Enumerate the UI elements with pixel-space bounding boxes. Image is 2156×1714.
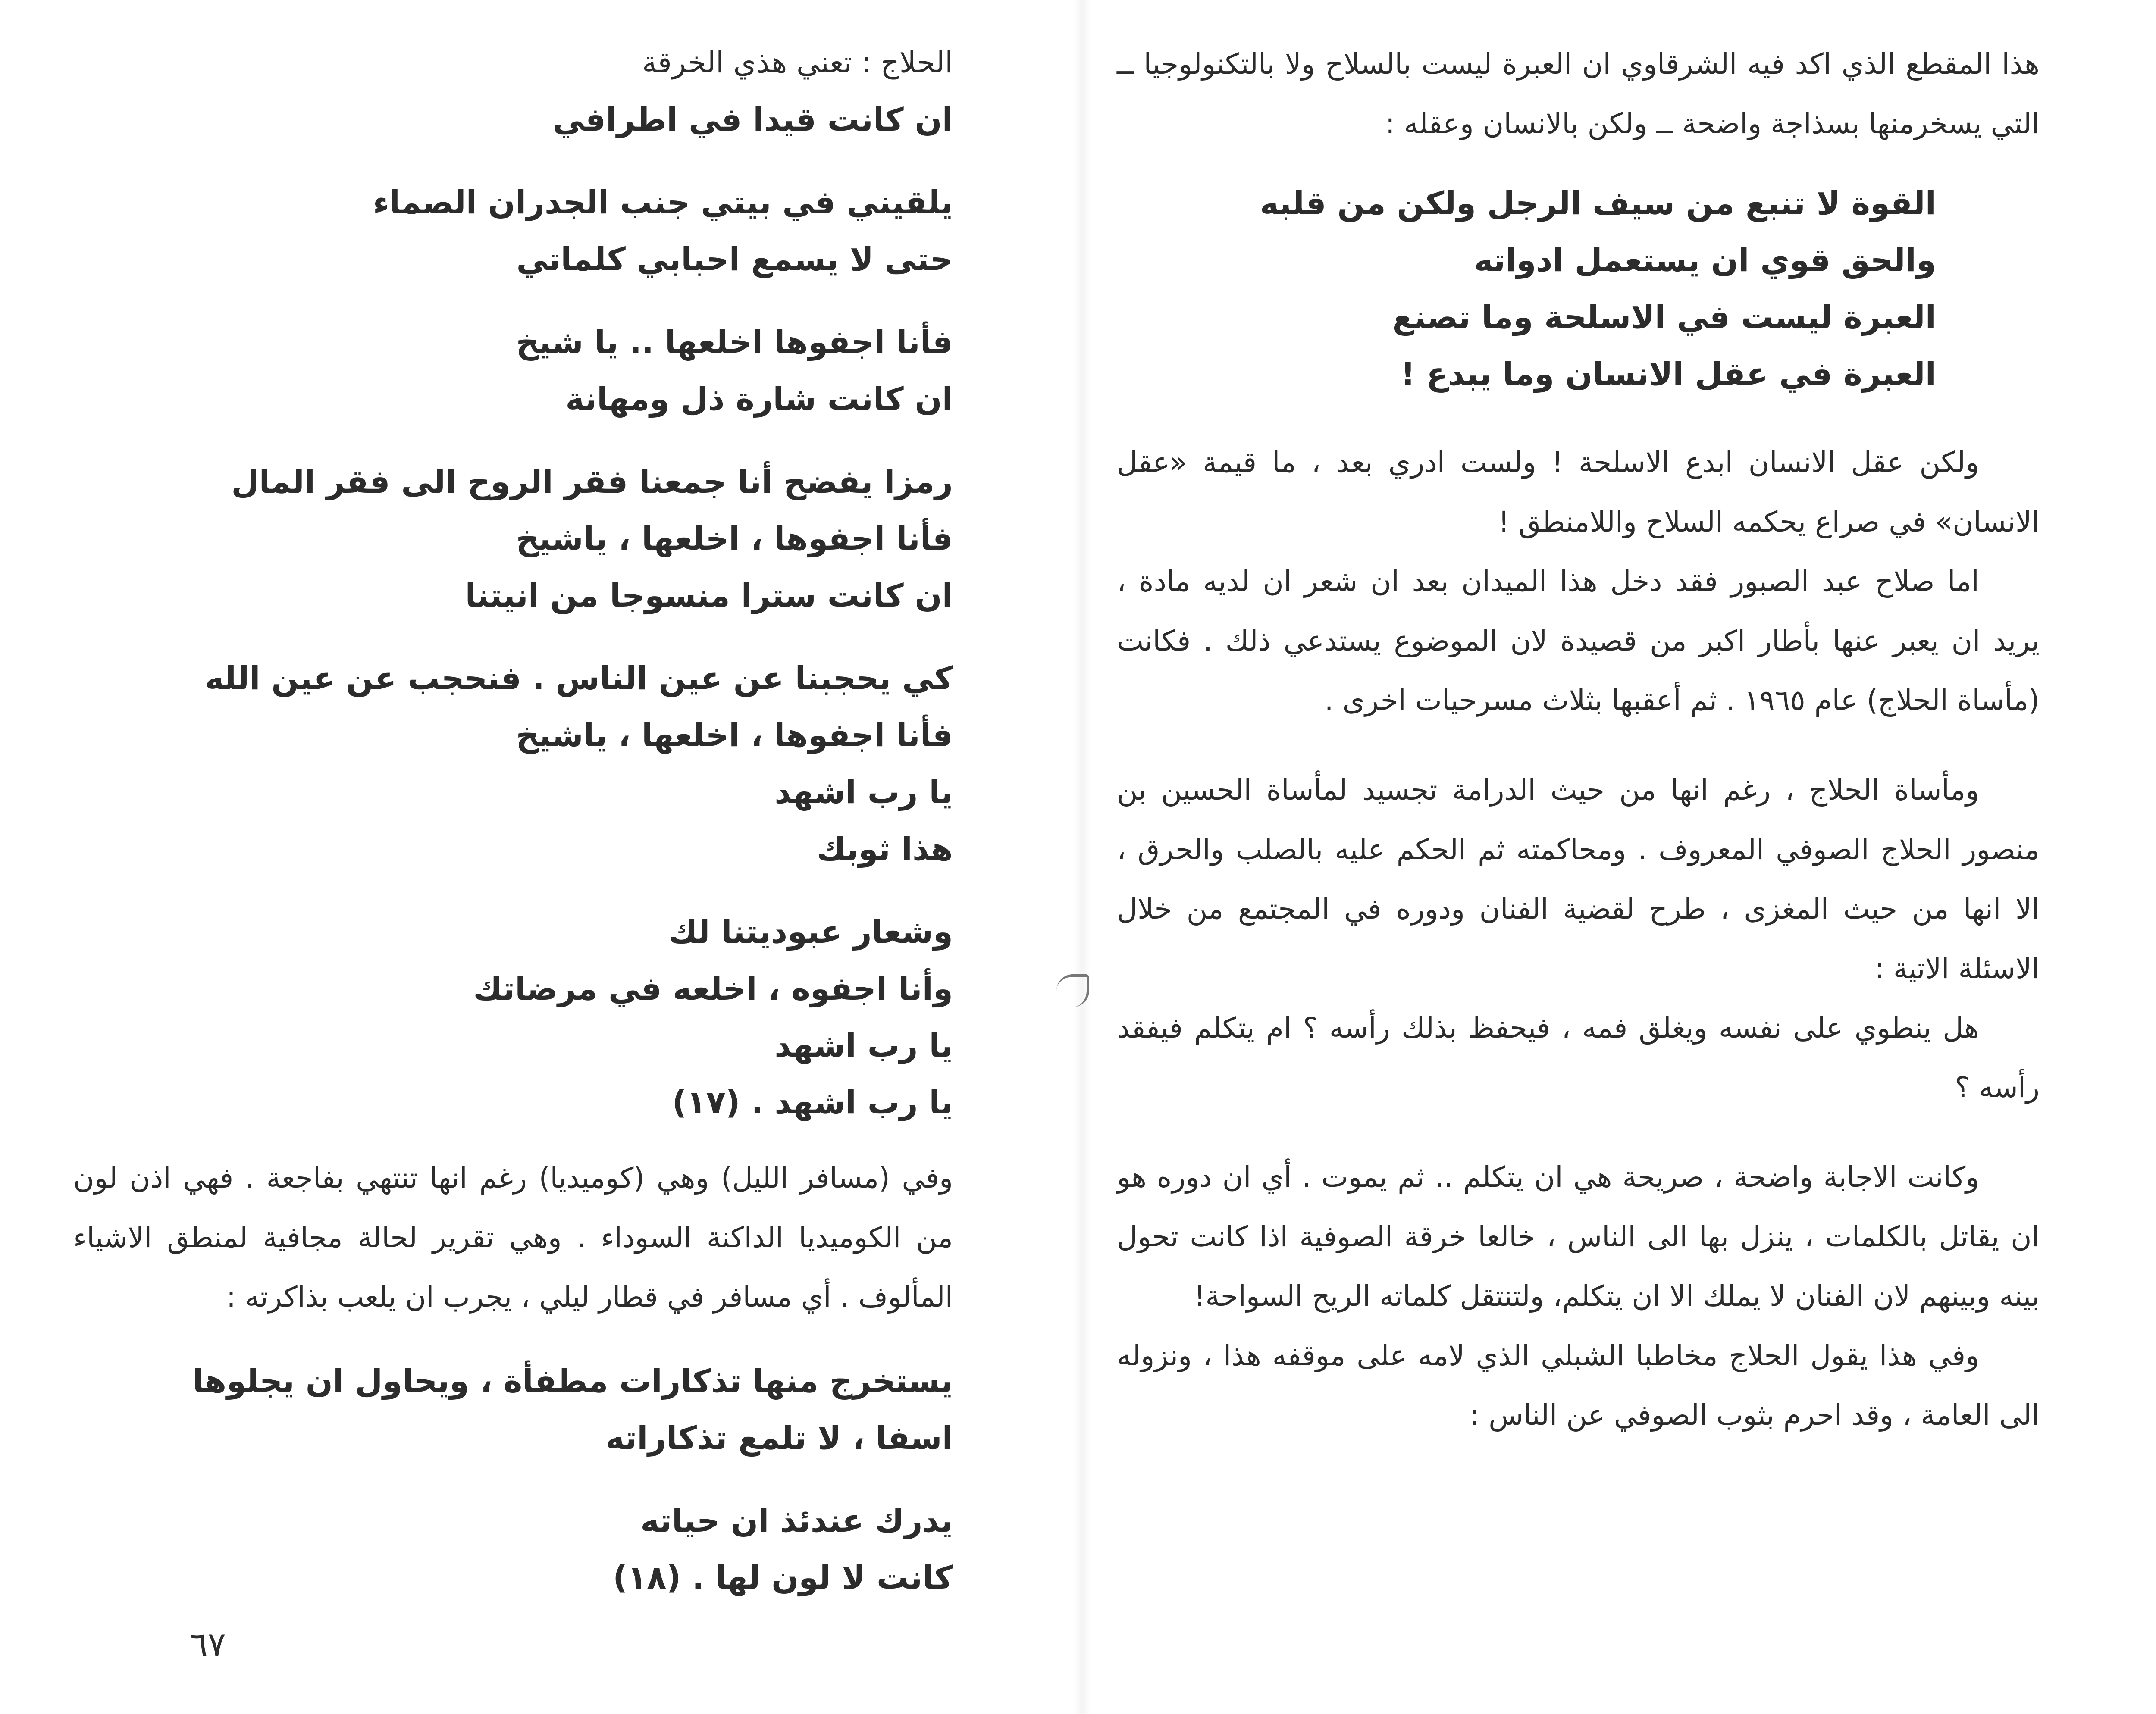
stanza	[86, 34, 953, 148]
verse-line: يا رب اشهد . (١٧)	[672, 1084, 953, 1121]
stanza	[86, 1492, 953, 1606]
verse-line: والحق قوي ان يستعمل ادواته	[1474, 242, 1936, 279]
body-paragraph: وفي (مسافر الليل) وهي (كوميديا) رغم انها تنتهي بفاجعة . فهي اذن لون من الكوميديا الداكنة السوداء . وهي تقرير لحالة مجافية لمنطق الاشياء المألوف . أي مسافر في قطار ليلي ، يجرب ان يلعب بذاكرته :	[73, 1161, 953, 1314]
stanza	[86, 1353, 953, 1467]
body-paragraph: ولكن عقل الانسان ابدع الاسلحة ! ولست ادري بعد ، ما قيمة «عقل الانسان» في صراع يحكمه السلاح واللامنطق !	[1117, 446, 2040, 538]
body-paragraph: اما صلاح عبد الصبور فقد دخل هذا الميدان بعد ان شعر ان لديه مادة ، يريد ان يعبر عنها بأطار اكبر من قصيدة لان الموضوع يستدعي ذلك . فكانت (مأساة الحلاج) عام ١٩٦٥ . ثم أعقبها بثلاث مسرحيات اخرى .	[1117, 565, 2040, 717]
verse-line: حتى لا يسمع احبابي كلماتي	[516, 241, 953, 278]
right-page	[1082, 0, 2156, 1714]
body-paragraph: هل ينطوي على نفسه ويغلق فمه ، فيحفظ بذلك رأسه ؟ ام يتكلم فيفقد رأسه ؟	[1117, 1011, 2040, 1104]
verse-line: وشعار عبوديتنا لك	[668, 913, 953, 951]
stanza	[86, 314, 953, 428]
verse-line: يا رب اشهد	[774, 774, 953, 811]
right-verse-block	[1117, 175, 2040, 403]
verse-line: اسفا ، لا تلمع تذكاراته	[605, 1420, 953, 1457]
left-verse-block-bottom	[86, 1353, 953, 1606]
verse-line: ان كانت قيدا في اطرافي	[552, 101, 953, 138]
verse-line: يلقيني في بيتي جنب الجدران الصماء	[373, 184, 953, 221]
verse-line: كانت لا لون لها . (١٨)	[613, 1559, 953, 1596]
speaker-line: الحلاج : تعني هذي الخرقة	[642, 46, 953, 80]
verse-line: فأنا اجفوها اخلعها .. يا شيخ	[516, 324, 953, 361]
verse-line: هذا ثوبك	[816, 831, 953, 868]
verse-line: فأنا اجفوها ، اخلعها ، ياشيخ	[516, 717, 953, 754]
stanza	[86, 174, 953, 288]
verse-line: وأنا اجفوه ، اخلعه في مرضاتك	[473, 970, 953, 1007]
verse-line: رمزا يفضح أنا جمعنا فقر الروح الى فقر المال	[231, 463, 953, 500]
body-paragraph: وكانت الاجابة واضحة ، صريحة هي ان يتكلم .. ثم يموت . أي ان دوره هو ان يقاتل بالكلمات ، ينزل بها الى الناس ، خالعا خرقة الصوفية اذا كانت تحول بينه وبينهم لان الفنان لا يملك الا ان يتكلم، ولتنتقل كلماته الريح السواحة!	[1117, 1160, 2040, 1313]
verse-line: كي يحجبنا عن عين الناس . فنحجب عن عين الله	[205, 660, 953, 697]
verse-line: العبرة ليست في الاسلحة وما تصنع	[1392, 299, 1936, 336]
verse-line: يدرك عندئذ ان حياته	[640, 1502, 953, 1539]
page-number: ٦٧	[190, 1625, 226, 1664]
stanza	[86, 650, 953, 878]
verse-line: القوة لا تنبع من سيف الرجل ولكن من قلبه	[1260, 185, 1936, 222]
body-paragraph: وفي هذا يقول الحلاج مخاطبا الشبلي الذي لامه على موقفه هذا ، ونزوله الى العامة ، وقد احرم بثوب الصوفي عن الناس :	[1117, 1339, 2040, 1432]
stanza	[86, 904, 953, 1131]
verse-line: فأنا اجفوها ، اخلعها ، ياشيخ	[516, 520, 953, 557]
verse-line: العبرة في عقل الانسان وما يبدع !	[1401, 356, 1936, 393]
verse-line: ان كانت سترا منسوجا من انيتنا	[465, 577, 953, 614]
intro-paragraph: هذا المقطع الذي اكد فيه الشرقاوي ان العبرة ليست بالسلاح ولا بالتكنولوجيا ــ التي يسخرمنها بسذاجة واضحة ــ ولكن بالانسان وعقله :	[1117, 47, 2040, 140]
verse-line: ان كانت شارة ذل ومهانة	[565, 381, 953, 418]
body-paragraph: ومأساة الحلاج ، رغم انها من حيث الدرامة تجسيد لمأساة الحسين بن منصور الحلاج الصوفي المعروف . ومحاكمته ثم الحكم عليه بالصلب والحرق ، الا انها من حيث المغزى ، طرح لقضية الفنان ودوره في المجتمع من خلال الاسئلة الاتية :	[1117, 773, 2040, 985]
left-verse-block-top	[86, 34, 953, 1131]
verse-line: يستخرج منها تذكارات مطفأة ، ويحاول ان يجلوها	[192, 1363, 953, 1400]
stanza	[86, 454, 953, 624]
verse-line: يا رب اشهد	[774, 1027, 953, 1064]
